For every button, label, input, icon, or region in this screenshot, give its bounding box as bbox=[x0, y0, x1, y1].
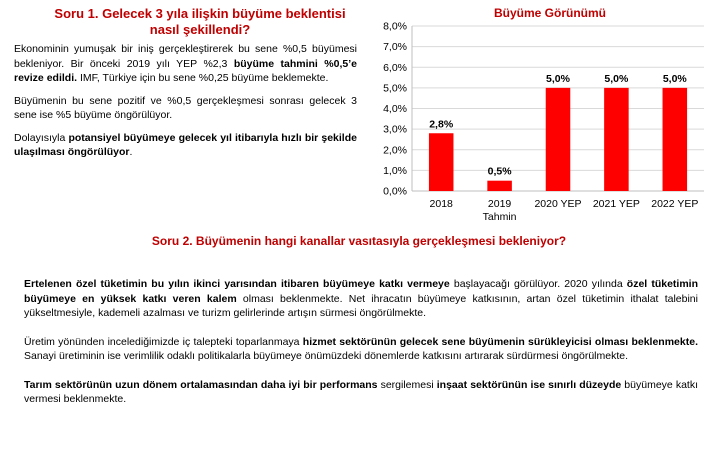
q2-p3-text-1: sergilemesi bbox=[377, 378, 437, 391]
chart-title: Büyüme Görünümü bbox=[493, 6, 606, 20]
q2-p2-bold-1: hizmet sektörünün gelecek sene büyümenin sürükleyicisi olması beklenmekte. bbox=[302, 335, 698, 348]
y-tick-label: 5,0% bbox=[383, 82, 407, 95]
q2-p1-bold-2: özel tüketimin büyümeye en yüksek katkı veren kalem bbox=[24, 278, 699, 305]
x-tick-label: 2020 YEP bbox=[534, 198, 582, 210]
q1-p1-bold-1: büyüme tahmini %0,5’e revize edildi. bbox=[14, 57, 357, 84]
question-1-paragraph-1 bbox=[14, 42, 357, 86]
q1-p3-text-2: . bbox=[129, 146, 133, 158]
bar bbox=[546, 88, 571, 191]
question-2-title: Soru 2. Büyümenin hangi kanallar vasıtasıyla gerçekleşmesi bekleniyor? bbox=[151, 234, 567, 248]
x-tick-label: Tahmin bbox=[482, 211, 517, 223]
y-tick-label: 2,0% bbox=[383, 144, 407, 157]
question-2-paragraph-1 bbox=[24, 277, 698, 321]
question-1-body bbox=[14, 42, 357, 168]
y-tick-label: 6,0% bbox=[383, 61, 407, 74]
data-label: 5,0% bbox=[604, 72, 629, 85]
data-label: 2,8% bbox=[429, 118, 454, 131]
question-2-paragraph-3 bbox=[24, 378, 698, 407]
data-label: 5,0% bbox=[546, 72, 570, 85]
x-tick-label: 2021 YEP bbox=[592, 198, 640, 210]
y-tick-label: 0,0% bbox=[383, 185, 407, 198]
q2-p3-text-2: büyümeye katkı vermesi beklenmekte. bbox=[24, 378, 698, 405]
q1-p3-bold-1: potansiyel büyümeye gelecek yıl itibarıyla hızlı bir şekilde ulaşılması öngörülüyor bbox=[14, 131, 357, 158]
question-1-title: Soru 1. Gelecek 3 yıla ilişkin büyüme beklentisi nasıl şekillendi? bbox=[54, 6, 346, 37]
question-1-paragraph-3 bbox=[14, 131, 357, 160]
x-tick-label: 2022 YEP bbox=[651, 198, 699, 210]
q2-p3-bold-1: Tarım sektörünün uzun dönem ortalamasından daha iyi bir performans bbox=[24, 378, 378, 391]
bar bbox=[429, 133, 454, 191]
y-tick-label: 7,0% bbox=[383, 41, 407, 54]
q2-p3-bold-2: inşaat sektörünün ise sınırlı düzeyde bbox=[436, 378, 622, 391]
y-tick-label: 4,0% bbox=[383, 103, 407, 115]
q1-p1-text-2: IMF, Türkiye için bu sene %0,25 büyüme beklemekte. bbox=[77, 72, 329, 84]
data-label: 0,5% bbox=[487, 165, 512, 178]
q2-p2-text-1: Üretim yönünden incelediğimizde iç talepteki toparlanmaya bbox=[24, 335, 303, 348]
x-tick-label: 2019 bbox=[487, 198, 512, 210]
question-2-paragraph-2 bbox=[24, 335, 698, 364]
q2-p1-text-2: olması beklenmekte. Net ihracatın büyümeye katkısının, artan özel tüketimin ithalat talebini yükseltmesiyle, kademeli azalması ve turizm gelirlerinde artışın sürmesi öngörülmekte. bbox=[24, 292, 698, 319]
q2-p1-text-1: başlayacağı görülüyor. 2020 yılında bbox=[449, 278, 627, 290]
x-tick-label: 2018 bbox=[429, 198, 453, 210]
y-tick-label: 8,0% bbox=[383, 20, 407, 33]
q2-p1-bold-1: Ertelenen özel tüketimin bu yılın ikinci yarısından itibaren büyümeye katkı vermeye bbox=[24, 278, 450, 290]
bar bbox=[487, 181, 512, 191]
bar bbox=[604, 88, 629, 191]
q1-p3-text-1: Dolayısıyla bbox=[14, 131, 69, 144]
y-tick-label: 1,0% bbox=[383, 164, 407, 177]
question-2-body bbox=[24, 277, 698, 421]
question-1-paragraph-2: Büyümenin bu sene pozitif ve %0,5 gerçekleşmesi sonrası gelecek 3 sene ise %5 büyüme öngörülüyor. bbox=[14, 94, 357, 121]
q1-p1-text-1: Ekonominin yumuşak bir iniş gerçekleştirerek bu sene %0,5 büyümesi bekleniyor. Bir önceki 2019 yılı YEP %2,3 bbox=[14, 43, 357, 70]
q2-p2-text-2: Sanayi üretiminin ise verimlilik odaklı politikalarla büyümeye önümüzdeki dönemlerde katkısını artırarak sürdürmesi öngörülmekte. bbox=[24, 350, 629, 362]
y-tick-label: 3,0% bbox=[383, 123, 407, 136]
growth-bar-chart bbox=[370, 20, 710, 230]
data-label: 5,0% bbox=[662, 72, 687, 85]
bar bbox=[663, 88, 688, 191]
